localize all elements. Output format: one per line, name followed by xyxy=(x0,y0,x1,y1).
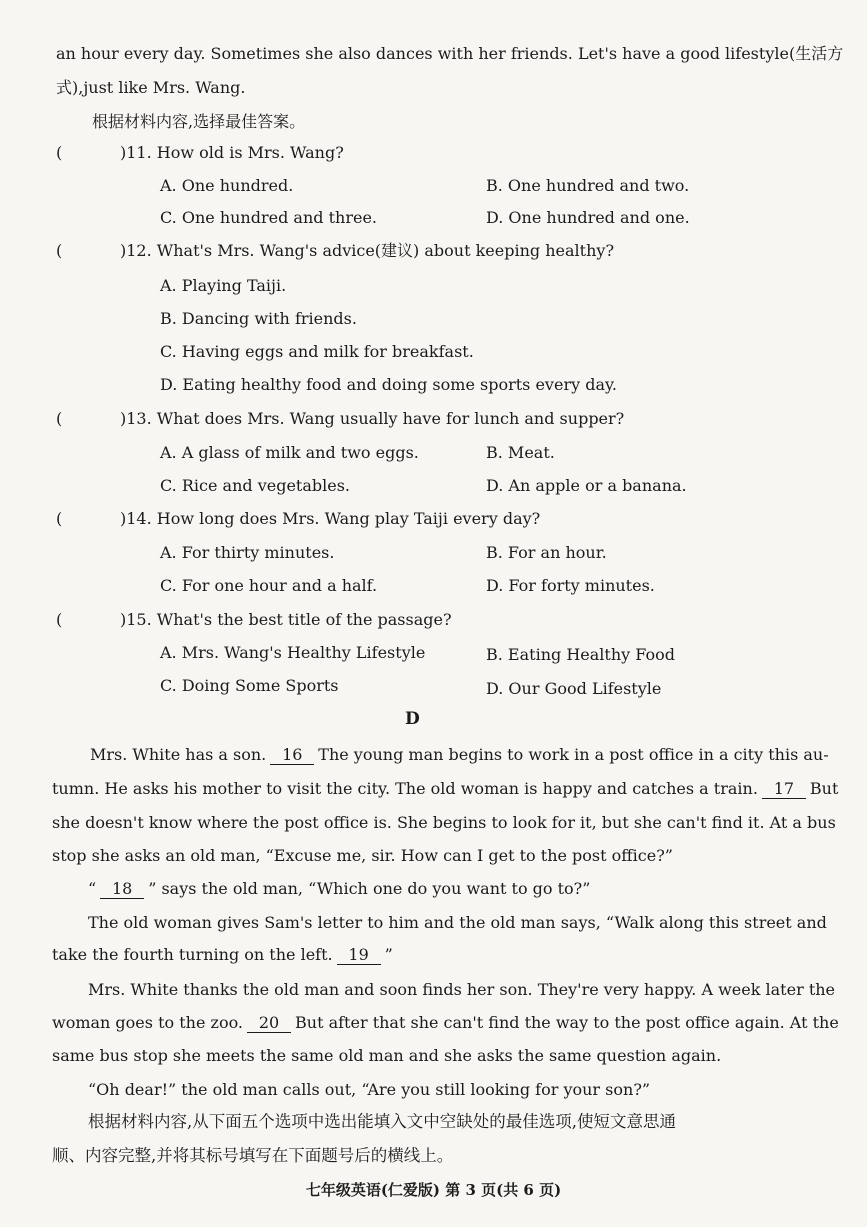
option-b: B. One hundred and two. xyxy=(486,176,690,195)
option-c: C. Having eggs and milk for breakfast. xyxy=(160,342,474,361)
passage-line: “ 18 ” says the old man, “Which one do you want to go to?” xyxy=(88,879,591,898)
page-footer: 七年级英语(仁爱版) 第 3 页(共 6 页) xyxy=(305,1181,562,1199)
question-text: )11. How old is Mrs. Wang? xyxy=(120,143,344,162)
option-b: B. For an hour. xyxy=(486,543,607,562)
option-d: D. Eating healthy food and doing some sports every day. xyxy=(160,375,617,394)
option-b: B. Eating Healthy Food xyxy=(486,645,675,664)
blank-20[interactable]: 20 xyxy=(247,1014,291,1033)
option-c: C. For one hour and a half. xyxy=(160,576,378,595)
section-heading: D xyxy=(405,709,420,729)
passage-line: tumn. He asks his mother to visit the city. The old woman is happy and catches a train. 17 But xyxy=(52,779,839,798)
intro-line-1: an hour every day. Sometimes she also dances with her friends. Let's have a good lifestyle(生活方 xyxy=(56,44,844,63)
blank-18[interactable]: 18 xyxy=(100,880,144,899)
instruction-line: 顺、内容完整,并将其标号填写在下面题号后的横线上。 xyxy=(52,1146,454,1165)
passage-line: stop she asks an old man, “Excuse me, sir. How can I get to the post office?” xyxy=(52,846,673,865)
passage-line: Mrs. White has a son. 16 The young man begins to work in a post office in a city this au- xyxy=(90,745,829,764)
answer-paren[interactable]: ( xyxy=(56,241,63,260)
question-text: )14. How long does Mrs. Wang play Taiji every day? xyxy=(120,509,541,528)
option-c: C. Doing Some Sports xyxy=(160,676,339,695)
passage-line: same bus stop she meets the same old man and she asks the same question again. xyxy=(52,1046,722,1065)
answer-paren[interactable]: ( xyxy=(56,610,63,629)
intro-instruction: 根据材料内容,选择最佳答案。 xyxy=(92,112,306,131)
option-b: B. Meat. xyxy=(486,443,555,462)
option-c: C. One hundred and three. xyxy=(160,208,377,227)
answer-paren[interactable]: ( xyxy=(56,409,63,428)
option-a: A. Playing Taiji. xyxy=(160,276,287,295)
option-a: A. A glass of milk and two eggs. xyxy=(160,443,419,462)
option-d: D. For forty minutes. xyxy=(486,576,655,595)
option-a: A. For thirty minutes. xyxy=(160,543,335,562)
passage-line: Mrs. White thanks the old man and soon finds her son. They're very happy. A week later the xyxy=(88,980,836,999)
option-a: A. One hundred. xyxy=(160,176,294,195)
intro-line-2: 式),just like Mrs. Wang. xyxy=(56,78,246,97)
blank-19[interactable]: 19 xyxy=(337,946,381,965)
blank-16[interactable]: 16 xyxy=(270,746,314,765)
blank-17[interactable]: 17 xyxy=(762,780,806,799)
option-d: D. One hundred and one. xyxy=(486,208,690,227)
option-c: C. Rice and vegetables. xyxy=(160,476,351,495)
option-d: D. An apple or a banana. xyxy=(486,476,687,495)
answer-paren[interactable]: ( xyxy=(56,143,63,162)
question-text: )13. What does Mrs. Wang usually have for lunch and supper? xyxy=(120,409,625,428)
passage-line: woman goes to the zoo. 20 But after that she can't find the way to the post office again. At the xyxy=(52,1013,839,1032)
passage-line: she doesn't know where the post office is. She begins to look for it, but she can't find it. At a bus xyxy=(52,813,836,832)
option-b: B. Dancing with friends. xyxy=(160,309,357,328)
passage-line: take the fourth turning on the left. 19 ” xyxy=(52,945,393,964)
answer-paren[interactable]: ( xyxy=(56,509,63,528)
option-a: A. Mrs. Wang's Healthy Lifestyle xyxy=(160,643,426,662)
passage-line: “Oh dear!” the old man calls out, “Are you still looking for your son?” xyxy=(88,1080,651,1099)
option-d: D. Our Good Lifestyle xyxy=(486,679,662,698)
question-text: )15. What's the best title of the passage? xyxy=(120,610,452,629)
question-text: )12. What's Mrs. Wang's advice(建议) about keeping healthy? xyxy=(120,241,615,260)
instruction-line: 根据材料内容,从下面五个选项中选出能填入文中空缺处的最佳选项,使短文意思通 xyxy=(88,1112,676,1131)
passage-line: The old woman gives Sam's letter to him and the old man says, “Walk along this street and xyxy=(88,913,827,932)
